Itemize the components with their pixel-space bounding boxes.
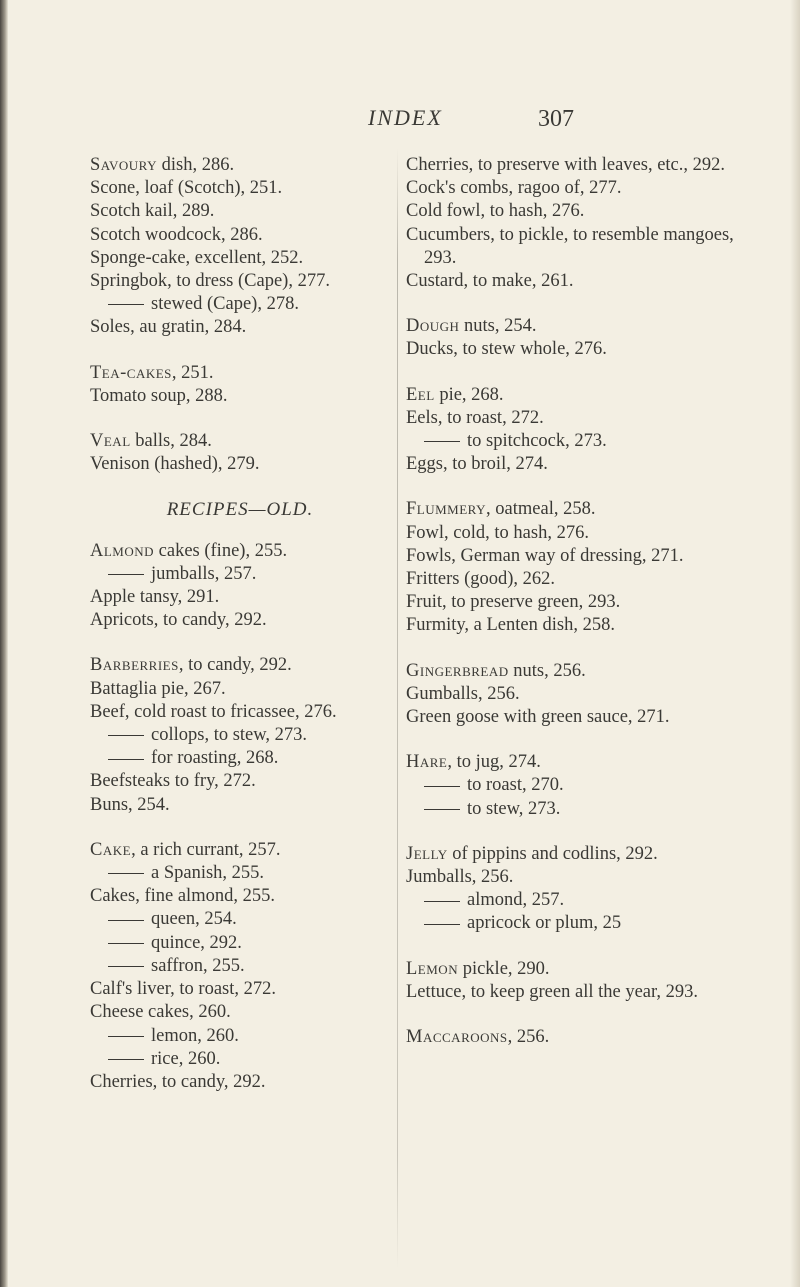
entry-text: , 256.	[507, 1027, 550, 1048]
index-group	[406, 660, 766, 730]
entry-lead-word: Veal	[90, 431, 131, 452]
right-column	[406, 154, 766, 1071]
entry-text: Cheese cakes, 260.	[90, 1002, 231, 1023]
ditto-dash	[424, 809, 460, 810]
index-entry	[406, 315, 766, 338]
entry-text: Tomato soup, 288.	[90, 385, 228, 406]
entry-text: to stew, 273.	[467, 798, 561, 819]
index-entry	[406, 798, 766, 821]
index-group	[90, 839, 390, 1094]
entry-lead-word: Barberries	[90, 655, 179, 676]
entry-text: Battaglia pie, 267.	[90, 678, 226, 699]
index-entry	[406, 706, 766, 729]
index-entry	[90, 794, 390, 817]
entry-text: Custard, to make, 261.	[406, 271, 574, 292]
entry-text: Cherries, to candy, 292.	[90, 1071, 266, 1092]
index-entry	[406, 1026, 766, 1049]
index-entry	[406, 384, 766, 407]
index-entry	[406, 407, 766, 430]
index-entry	[90, 270, 390, 293]
index-group	[406, 384, 766, 477]
entry-lead-word: Jelly	[406, 843, 448, 864]
entry-text: Apricots, to candy, 292.	[90, 610, 267, 631]
entry-lead-word: Hare	[406, 752, 448, 773]
entry-text: Scotch woodcock, 286.	[90, 224, 263, 245]
page-number: 307	[538, 106, 574, 132]
ditto-dash	[424, 901, 460, 902]
index-group	[90, 362, 390, 408]
entry-lead-word: Lemon	[406, 958, 459, 979]
index-entry	[406, 591, 766, 614]
index-group	[406, 843, 766, 936]
index-group	[90, 154, 390, 340]
entry-text: Ducks, to stew whole, 276.	[406, 339, 607, 360]
entry-text: , to jug, 274.	[447, 752, 541, 773]
entry-text: Calf's liver, to roast, 272.	[90, 979, 277, 1000]
ditto-dash	[108, 1059, 144, 1060]
index-entry	[406, 683, 766, 706]
index-entry	[406, 660, 766, 683]
entry-text: Scotch kail, 289.	[90, 201, 215, 222]
index-entry	[90, 540, 390, 563]
index-entry	[90, 770, 390, 793]
entry-text: Springbok, to dress (Cape), 277.	[90, 271, 330, 292]
entry-text: Gumballs, 256.	[406, 683, 520, 704]
left-column	[90, 154, 390, 1116]
index-entry	[90, 1025, 390, 1048]
entry-text: jumballs, 257.	[151, 563, 257, 584]
index-entry	[90, 430, 390, 453]
entry-text: saffron, 255.	[151, 955, 245, 976]
index-entry	[90, 1071, 390, 1094]
entry-text: nuts, 254.	[459, 316, 537, 337]
ditto-dash	[108, 735, 144, 736]
entry-text: a Spanish, 255.	[151, 863, 265, 884]
index-entry	[90, 908, 390, 931]
entry-text: Venison (hashed), 279.	[90, 454, 260, 475]
index-entry	[90, 932, 390, 955]
index-entry	[90, 316, 390, 339]
entry-text: Beef, cold roast to fricassee, 276.	[90, 701, 337, 722]
index-entry	[406, 200, 766, 223]
entry-text: Green goose with green sauce, 271.	[406, 707, 670, 728]
entry-text: Eggs, to broil, 274.	[406, 454, 548, 475]
entry-lead-word: Cake	[90, 839, 132, 860]
entry-text: Sponge-cake, excellent, 252.	[90, 247, 304, 268]
index-entry	[90, 293, 390, 316]
index-entry	[90, 839, 390, 862]
entry-text: , to candy, 292.	[178, 655, 292, 676]
index-entry	[90, 177, 390, 200]
entry-lead-word: Eel	[406, 384, 435, 405]
entry-lead-word: Savoury	[90, 155, 158, 175]
index-entry	[406, 338, 766, 361]
index-entry	[406, 522, 766, 545]
index-entry	[90, 154, 390, 177]
entry-text: Furmity, a Lenten dish, 258.	[406, 615, 615, 636]
entry-text: almond, 257.	[467, 890, 565, 911]
ditto-dash	[108, 943, 144, 944]
entry-text: Fruit, to preserve green, 293.	[406, 592, 621, 613]
ditto-dash	[424, 441, 460, 442]
index-entry	[90, 1001, 390, 1024]
entry-text: lemon, 260.	[151, 1025, 239, 1046]
right-groups	[406, 154, 766, 1049]
index-entry	[90, 885, 390, 908]
entry-text: nuts, 256.	[508, 660, 586, 681]
index-entry	[90, 701, 390, 724]
entry-text: Cakes, fine almond, 255.	[90, 886, 275, 907]
left-groups-before	[90, 154, 390, 476]
entry-text: balls, 284.	[130, 431, 212, 452]
entry-text: for roasting, 268.	[151, 748, 279, 769]
index-entry	[90, 224, 390, 247]
index-group	[406, 498, 766, 637]
index-entry	[90, 453, 390, 476]
entry-text: Jumballs, 256.	[406, 867, 514, 888]
entry-lead-word: Gingerbread	[406, 660, 509, 681]
index-group	[406, 958, 766, 1004]
entry-text: Fritters (good), 262.	[406, 569, 556, 590]
ditto-dash	[108, 304, 144, 305]
entry-text: pie, 268.	[434, 384, 504, 405]
index-group	[406, 315, 766, 361]
index-entry	[90, 678, 390, 701]
index-entry	[406, 177, 766, 200]
index-entry	[406, 866, 766, 889]
ditto-dash	[108, 574, 144, 575]
index-entry	[90, 955, 390, 978]
index-entry	[406, 981, 766, 1004]
index-entry	[406, 545, 766, 568]
ditto-dash	[108, 873, 144, 874]
entry-text: , oatmeal, 258.	[486, 499, 596, 520]
entry-text: cakes (fine), 255.	[154, 540, 288, 561]
index-entry	[406, 774, 766, 797]
index-entry	[90, 862, 390, 885]
entry-text: Cucumbers, to pickle, to resemble mangoes, 293.	[406, 224, 734, 268]
index-entry	[406, 224, 766, 270]
entry-text: of pippins and codlins, 292.	[447, 843, 658, 864]
index-entry	[406, 568, 766, 591]
index-group	[90, 430, 390, 476]
index-entry	[90, 609, 390, 632]
index-entry	[90, 362, 390, 385]
entry-lead-word: Maccaroons	[406, 1027, 508, 1048]
index-entry	[90, 978, 390, 1001]
entry-text: Fowl, cold, to hash, 276.	[406, 522, 589, 543]
entry-text: quince, 292.	[151, 932, 242, 953]
ditto-dash	[424, 786, 460, 787]
entry-text: rice, 260.	[151, 1048, 221, 1069]
entry-text: Lettuce, to keep green all the year, 293.	[406, 981, 699, 1002]
entry-lead-word: Flummery	[406, 499, 487, 520]
entry-text: stewed (Cape), 278.	[151, 294, 299, 315]
entry-lead-word: Almond	[90, 540, 155, 561]
index-entry	[406, 453, 766, 476]
ditto-dash	[108, 759, 144, 760]
entry-text: Cock's combs, ragoo of, 277.	[406, 178, 622, 199]
ditto-dash	[108, 966, 144, 967]
entry-text: apricock or plum, 25	[467, 913, 622, 934]
page-title: INDEX	[368, 105, 443, 130]
ditto-dash	[108, 920, 144, 921]
index-entry	[406, 270, 766, 293]
entry-lead-word: Dough	[406, 316, 460, 337]
entry-text: , a rich currant, 257.	[131, 839, 281, 860]
entry-text: Eels, to roast, 272.	[406, 407, 544, 428]
entry-text: pickle, 290.	[458, 958, 550, 979]
index-entry	[90, 747, 390, 770]
entry-text: Apple tansy, 291.	[90, 587, 220, 608]
entry-text: dish, 286.	[157, 155, 235, 175]
section-heading: RECIPES—OLD.	[166, 499, 314, 521]
index-entry	[90, 563, 390, 586]
ditto-dash	[108, 1036, 144, 1037]
entry-text: Scone, loaf (Scotch), 251.	[90, 178, 283, 199]
ditto-dash	[424, 924, 460, 925]
index-group	[90, 654, 390, 816]
left-groups-after	[90, 540, 390, 1094]
entry-text: Cherries, to preserve with leaves, etc., 292.	[406, 155, 726, 175]
index-entry	[90, 1048, 390, 1071]
index-group	[406, 751, 766, 821]
running-head	[0, 105, 800, 141]
entry-text: to spitchcock, 273.	[467, 431, 607, 452]
index-entry	[406, 751, 766, 774]
entry-lead-word: Tea-cakes	[90, 362, 172, 383]
index-entry	[406, 843, 766, 866]
index-entry	[406, 614, 766, 637]
index-entry	[90, 247, 390, 270]
entry-text: Buns, 254.	[90, 794, 170, 815]
index-group	[90, 540, 390, 633]
index-entry	[90, 200, 390, 223]
index-entry	[406, 889, 766, 912]
index-entry	[90, 385, 390, 408]
index-entry	[406, 154, 766, 177]
index-entry	[90, 586, 390, 609]
entry-text: Cold fowl, to hash, 276.	[406, 201, 585, 222]
entry-text: to roast, 270.	[467, 775, 564, 796]
entry-text: queen, 254.	[151, 909, 237, 930]
index-entry	[406, 958, 766, 981]
entry-text: Fowls, German way of dressing, 271.	[406, 545, 684, 566]
page-edge-shadow	[790, 0, 800, 1287]
entry-text: Soles, au gratin, 284.	[90, 317, 247, 338]
index-entry	[406, 430, 766, 453]
index-group	[406, 154, 766, 293]
column-gutter	[397, 148, 398, 1268]
entry-text: Beefsteaks to fry, 272.	[90, 771, 256, 792]
index-entry	[406, 498, 766, 521]
entry-text: collops, to stew, 273.	[151, 725, 308, 746]
index-entry	[90, 654, 390, 677]
book-binding-edge	[0, 0, 8, 1287]
entry-text: , 251.	[171, 362, 214, 383]
index-group	[406, 1026, 766, 1049]
index-entry	[90, 724, 390, 747]
index-entry	[406, 912, 766, 935]
